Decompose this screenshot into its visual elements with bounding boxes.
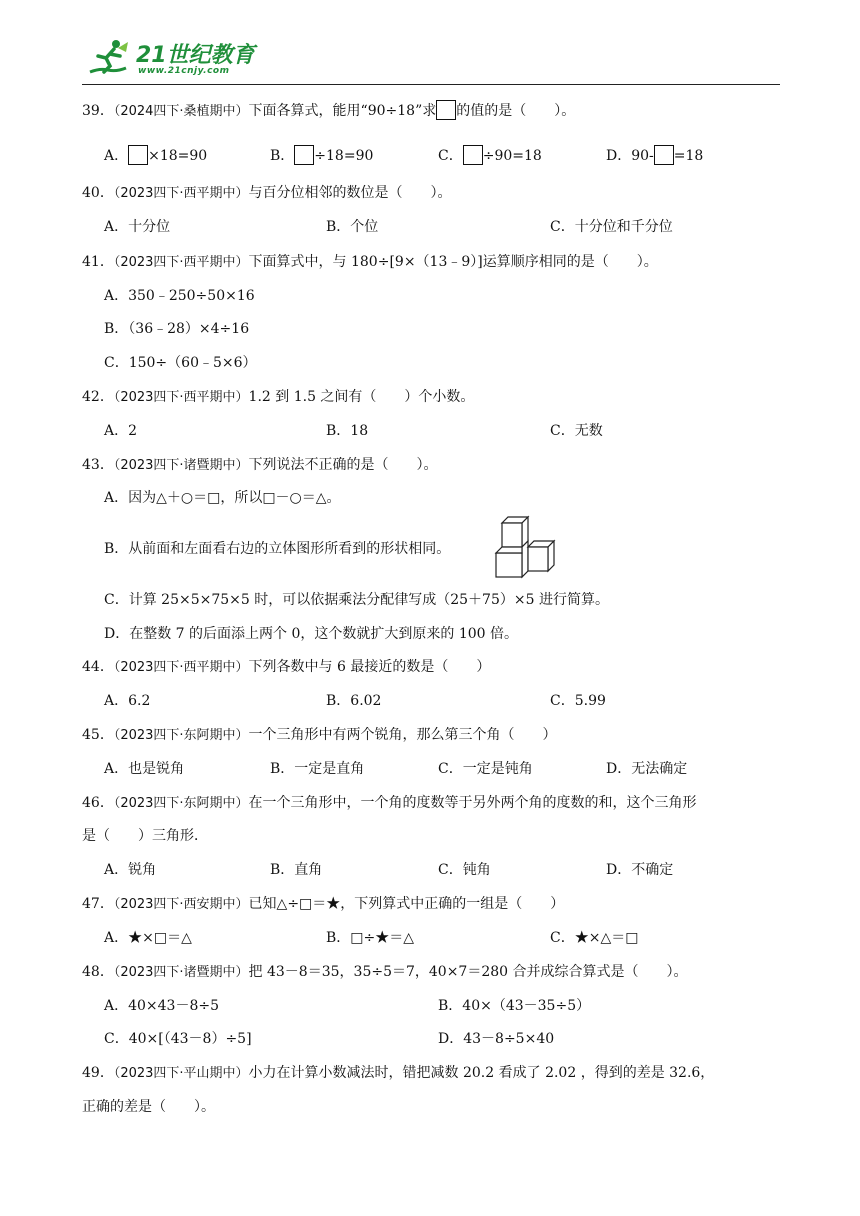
question-source: （2024四下·桑植期中） [113, 104, 249, 119]
question-48: 48．（2023四下·诸暨期中）把 43－8＝35，35÷5＝7，40×7＝280 合并成综合算式是（ ）。 [82, 964, 688, 980]
header-divider [82, 84, 780, 85]
option-c: C．150÷（60﹣5×6） [104, 355, 257, 371]
option-b: B．一定是直角 [270, 761, 365, 777]
option-c: C．40×[（43－8）÷5] [104, 1031, 252, 1047]
option-a: A．★×□＝△ [104, 930, 192, 946]
option-d: D．43－8÷5×40 [438, 1031, 555, 1047]
option-c: C．钝角 [438, 862, 491, 878]
option-c: C．一定是钝角 [438, 761, 533, 777]
question-49: 49．（2023四下·平山期中）小力在计算小数减法时，错把减数 20.2 看成了 2.02 ，得到的差是 32.6， [82, 1065, 715, 1081]
option-c: C．无数 [550, 423, 603, 439]
blank-box [128, 145, 148, 165]
question-42: 42．（2023四下·西平期中）1.2 到 1.5 之间有（ ）个小数。 [82, 389, 475, 405]
cube-figure-icon [494, 515, 558, 581]
question-40: 40．（2023四下·西平期中）与百分位相邻的数位是（ ）。 [82, 185, 452, 201]
option-a: A．2 [104, 423, 138, 439]
option-a: A．锐角 [104, 862, 157, 878]
logo-url: www.21cnjy.com [138, 66, 230, 76]
logo-text: 21世纪教育 [136, 43, 255, 68]
option-c: C．计算 25×5×75×5 时，可以依据乘法分配律写成（25＋75）×5 进行简算。 [104, 592, 609, 608]
question-45: 45．（2023四下·东阿期中）一个三角形中有两个锐角，那么第三个角（ ） [82, 727, 557, 743]
question-43: 43．（2023四下·诸暨期中）下列说法不正确的是（ ）。 [82, 457, 438, 473]
option-b: B． ÷18=90 [270, 145, 373, 166]
question-number: 39． [82, 103, 114, 119]
question-49-continued: 正确的差是（ ）。 [82, 1099, 215, 1115]
option-b: B．从前面和左面看右边的立体图形所看到的形状相同。 [104, 541, 451, 557]
option-a: A．6.2 [104, 693, 151, 709]
question-46: 46．（2023四下·东阿期中）在一个三角形中，一个角的度数等于另外两个角的度数的和，这个三角形 [82, 795, 697, 811]
question-47: 47．（2023四下·西安期中）已知△÷□＝★，下列算式中正确的一组是（ ） [82, 896, 565, 912]
page-header [82, 36, 780, 86]
question-41: 41．（2023四下·西平期中）下面算式中，与 180÷[9×（13﹣9）]运算顺序相同的是（ ）。 [82, 254, 658, 270]
option-b: B．40×（43－35÷5） [438, 998, 591, 1014]
option-a: A．也是锐角 [104, 761, 185, 777]
question-39 [82, 100, 575, 122]
blank-box [654, 145, 674, 165]
option-c: C． ÷90=18 [438, 145, 542, 166]
option-a: A．350﹣250÷50×16 [104, 288, 255, 304]
option-d: D．无法确定 [606, 761, 688, 777]
option-b: B．直角 [270, 862, 323, 878]
blank-box [294, 145, 314, 165]
option-b: B．个位 [326, 219, 379, 235]
option-d: D．不确定 [606, 862, 674, 878]
logo [86, 36, 266, 82]
question-46-continued: 是（ ）三角形． [82, 828, 208, 844]
option-a: A．40×43－8÷5 [104, 998, 220, 1014]
option-b: B．□÷★＝△ [326, 930, 415, 946]
option-b: B．6.02 [326, 693, 382, 709]
question-44: 44．（2023四下·西平期中）下列各数中与 6 最接近的数是（ ） [82, 659, 491, 675]
blank-box [436, 100, 456, 120]
option-b: B．（36﹣28）×4÷16 [104, 321, 250, 337]
option-c: C．5.99 [550, 693, 606, 709]
option-a: A．因为△＋○＝□，所以□－○＝△。 [104, 490, 341, 506]
question-stem-end: 的值的是（ ）。 [456, 103, 576, 119]
question-stem: 下面各算式，能用“90÷18”求 [248, 103, 437, 119]
option-d: D．在整数 7 的后面添上两个 0，这个数就扩大到原来的 100 倍。 [104, 626, 519, 642]
option-c: C．十分位和千分位 [550, 219, 673, 235]
option-c: C．★×△＝□ [550, 930, 639, 946]
blank-box [463, 145, 483, 165]
option-d: D．90- =18 [606, 145, 703, 166]
option-a: A．十分位 [104, 219, 171, 235]
runner-logo-icon [86, 38, 130, 78]
option-b: B．18 [326, 423, 369, 439]
option-a: A． ×18=90 [104, 145, 207, 166]
